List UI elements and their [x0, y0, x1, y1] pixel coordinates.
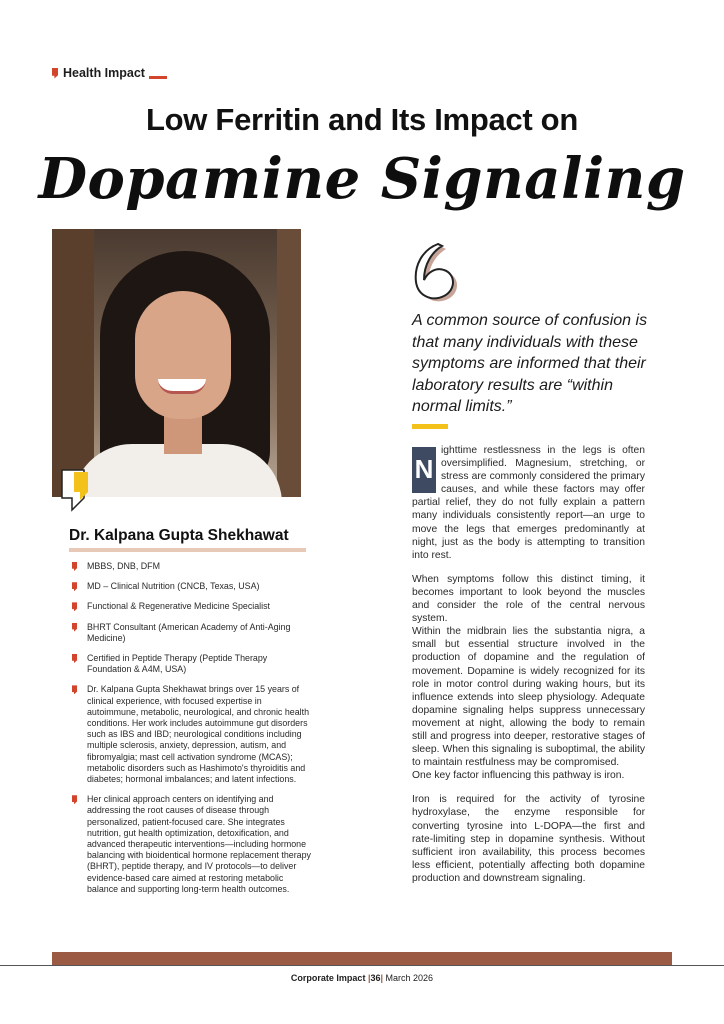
list-item: Her clinical approach centers on identifying and addressing the root causes of disease through personalized, patient-focused care. She integrates nutrition, gut health optimization, detoxification, and advanced therapeutic interventions—including hormone balancing with bioidentical hormone replacement therapy (BHRT), peptide therapy, and IV protocols—to deliver evidence-based care aimed at restoring metabolic balance and supporting long-term health outcomes.	[72, 794, 312, 895]
quote-mark-icon	[408, 240, 464, 304]
article-paragraph: When symptoms follow this distinct timing, it becomes important to look beyond the muscles and consider the role of the central nervous system.	[412, 573, 645, 625]
article-title-line2: Dopamine Signaling	[38, 146, 686, 212]
article-paragraph: Within the midbrain lies the substantia nigra, a small but essential structure involved in the production of dopamine and the regulation of movement. Dopamine is widely recognized for its role in motor control during waking hours, but its influence extends into sleep physiology. Adequate dopamine signaling helps suppress unnecessary movement at night, allowing the body to remain still and progress into deeper, restorative stages of sleep. When this signaling is suboptimal, the ability to maintain restfulness may be compromised.	[412, 626, 645, 769]
pull-quote-rule	[412, 424, 448, 429]
article-title-line1: Low Ferritin and Its Impact on	[146, 102, 578, 137]
article-paragraph: One key factor influencing this pathway is iron.	[412, 770, 625, 782]
section-underline	[149, 76, 167, 79]
bullet-icon	[72, 562, 77, 571]
author-photo	[52, 229, 301, 497]
dropcap: N	[412, 447, 436, 493]
bullet-icon	[72, 654, 77, 663]
bullet-icon	[72, 582, 77, 591]
page-number: 36	[370, 973, 381, 983]
section-tag-icon	[52, 68, 58, 79]
section-label: Health Impact	[63, 66, 145, 80]
list-item: MD – Clinical Nutrition (CNCB, Texas, USA)	[72, 581, 312, 592]
article-paragraph: Iron is required for the activity of tyrosine hydroxylase, the enzyme responsible for converting tyrosine into L-DOPA—the first and rate-limiting step in dopamine synthesis. Without sufficient iron availability, this process becomes less efficient, potentially affecting both dopamine production and downstream signaling.	[412, 794, 645, 884]
footer-divider	[0, 965, 724, 966]
article-paragraph: N ighttime restlessness in the legs is often oversimplified. Magnesium, stretching, or stress are commonly considered the primary causes, and while these factors may offer partial relief, they do not fully explain a pattern many individuals consistently report—an urge to move the legs that emerges predominantly at night, just as the body is attempting to transition into rest.	[412, 445, 645, 561]
article-body	[412, 444, 645, 885]
list-item: Certified in Peptide Therapy (Peptide Therapy Foundation & A4M, USA)	[72, 653, 312, 675]
list-item: Dr. Kalpana Gupta Shekhawat brings over 15 years of clinical experience, with focused expertise in autoimmune, metabolic, neurological, and chronic health conditions. Her work includes autoimmune gut disorders such as IBS and IBD; neurological conditions including multiple sclerosis, anxiety, depression, autism, and fibromyalgia; mast cell activation syndrome (MCAS); metabolic disorders such as Hashimoto's thyroiditis and diabetes; hormonal imbalances; and latent infections.	[72, 684, 312, 785]
bullet-icon	[72, 685, 77, 694]
pull-quote: A common source of confusion is that many individuals with these symptoms are informed that their laboratory results are “within normal limits.”	[412, 312, 648, 416]
footer-date: March 2026	[385, 973, 434, 983]
bullet-icon	[72, 623, 77, 632]
page-footer: Corporate Impact |36| March 2026	[290, 973, 434, 983]
section-tag	[52, 66, 167, 80]
list-item: Functional & Regenerative Medicine Specialist	[72, 601, 312, 612]
speech-flag-icon	[58, 468, 94, 520]
list-item: MBBS, DNB, DFM	[72, 561, 312, 572]
author-name-rule	[69, 548, 306, 552]
list-item: BHRT Consultant (American Academy of Anti-Aging Medicine)	[72, 622, 312, 644]
bullet-icon	[72, 602, 77, 611]
bullet-icon	[72, 795, 77, 804]
author-name: Dr. Kalpana Gupta Shekhawat	[69, 527, 289, 544]
footer-publication: Corporate Impact	[290, 973, 366, 983]
author-credentials-list	[72, 561, 312, 904]
footer-bar	[52, 952, 672, 965]
